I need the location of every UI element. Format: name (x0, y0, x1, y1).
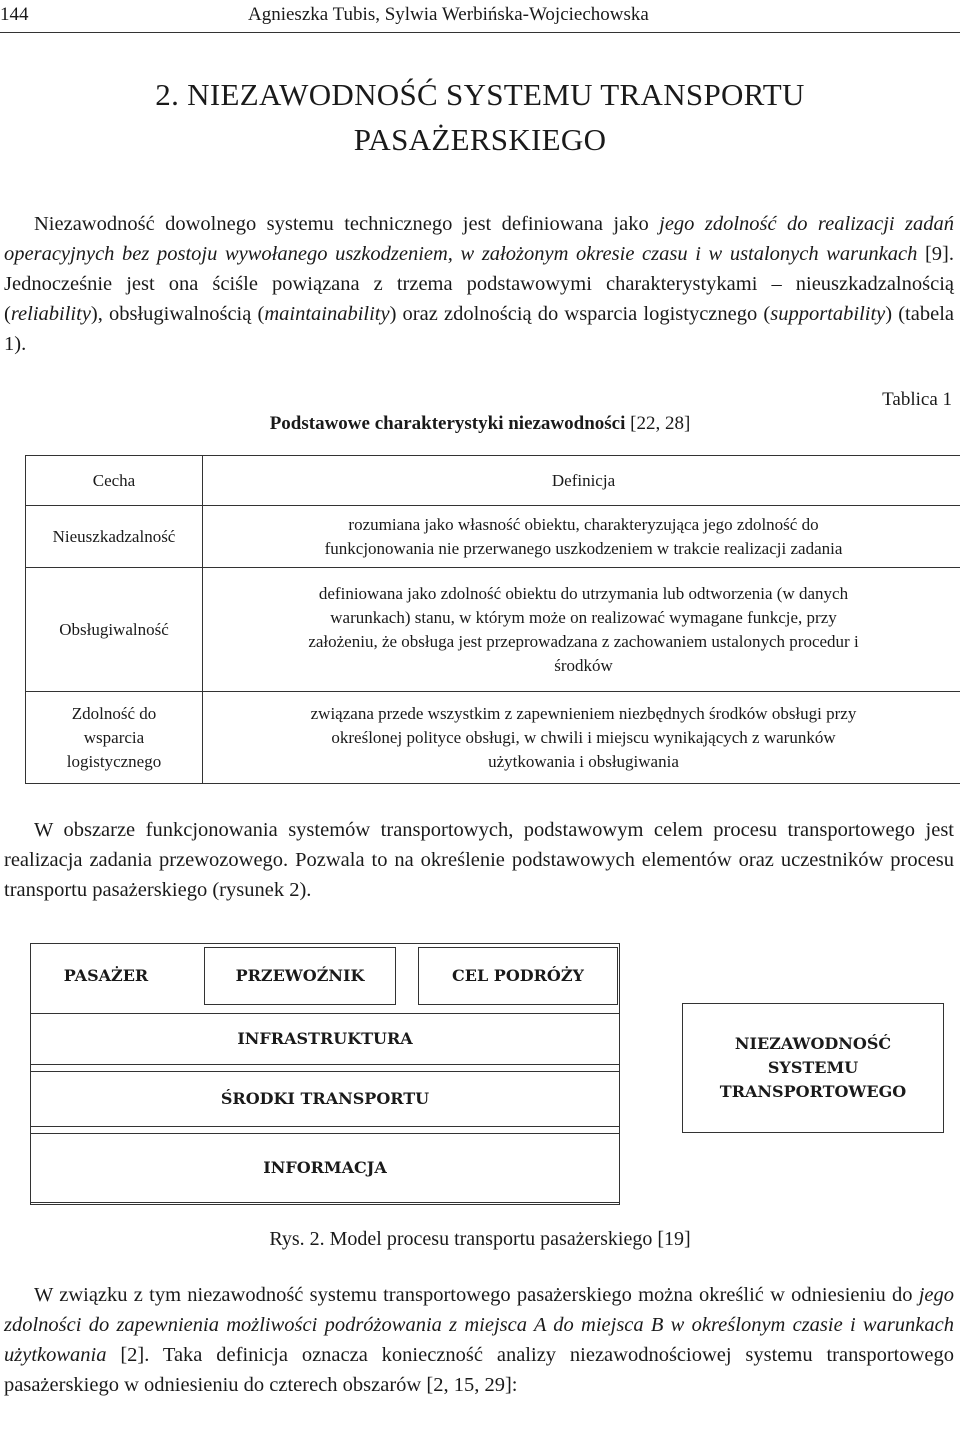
p3-italic-definition: jego zdolności do zapewnienia możliwości podróżowania z miejsca A do miejsca B w określonym czasie i warunkach użytkowania (4, 1284, 954, 1366)
table-title (0, 413, 960, 435)
header-cell: Cecha (26, 456, 203, 506)
table-title-ref: [22, 28] (625, 413, 691, 434)
process-model-figure (30, 943, 950, 1205)
table-header-row (26, 456, 960, 506)
section-title (0, 72, 960, 162)
section-title-line2: PASAŻERSKIEGO (353, 122, 607, 157)
definition-line: definiowana jako zdolność obiektu do utrzymania lub odtworzenia (w danych (318, 583, 849, 603)
p1-text: ) (tabela 1). (4, 303, 954, 355)
page-number: 144 (0, 4, 29, 25)
table-row (26, 506, 960, 568)
running-header (0, 4, 960, 30)
definition-cell (203, 568, 960, 692)
feature-line: wsparcia (83, 727, 145, 747)
header-cell: Definicja (203, 456, 960, 506)
p3-text: W związku z tym niezawodność systemu transportowego pasażerskiego można określić w odniesieniu do (34, 1284, 919, 1306)
paragraph-3 (4, 1280, 954, 1400)
box-infrastruktura: INFRASTRUKTURA (30, 1013, 620, 1065)
p1-italic-term: maintainability (264, 303, 390, 325)
box-informacja: INFORMACJA (30, 1133, 620, 1203)
p3-text: [2]. Taka definicja oznacza konieczność analizy niezawodnościowej systemu transportowego pasażerskiego w odniesieniu do czterech obszarów [2, 15, 29]: (4, 1344, 954, 1396)
box-srodki-transportu: ŚRODKI TRANSPORTU (30, 1071, 620, 1127)
characteristics-table (25, 455, 960, 784)
feature-line: logistycznego (66, 751, 162, 771)
definition-line: użytkowania i obsługiwania (488, 751, 679, 771)
figure-caption: Rys. 2. Model procesu transportu pasażerskiego [19] (269, 1228, 691, 1250)
feature-cell: Nieuszkadzalność (26, 506, 203, 568)
p1-text: ), obsługiwalnością ( (90, 303, 265, 325)
feature-cell: Obsługiwalność (26, 568, 203, 692)
header-rule (0, 32, 960, 33)
p1-text: [9]. Jednocześnie jest ona ściśle powiązana z trzema podstawowymi charakterystykami – nieuszkadzalnością ( (4, 243, 955, 325)
definition-cell (203, 692, 960, 784)
table-label: Tablica 1 (882, 389, 952, 410)
definition-line: rozumiana jako własność obiektu, charakteryzująca jego zdolność do (348, 514, 819, 534)
definition-line: funkcjonowania nie przerwanego uszkodzeniem w trakcie realizacji zadania (324, 538, 843, 558)
system-line: SYSTEMU (767, 1058, 859, 1077)
definition-line: warunkach) stanu, w którym może on realizować wymagane funkcje, przy (330, 607, 837, 627)
definition-line: związana przede wszystkim z zapewnieniem niezbędnych środków obsługi przy (310, 703, 857, 723)
p1-italic-term: reliability (10, 303, 91, 325)
p1-italic-definition: jego zdolność do realizacji zadań operacyjnych bez postoju wywołanego uszkodzeniem, w założonym okresie czasu i w ustalonych warunkach (4, 213, 954, 265)
p1-italic-term: supportability (770, 303, 886, 325)
table-row (26, 692, 960, 784)
system-line: NIEZAWODNOŚĆ (734, 1034, 892, 1053)
paragraph-2 (4, 815, 954, 905)
definition-line: określonej polityce obsługi, w chwili i miejscu wynikających z warunków (331, 727, 836, 747)
box-cel-podrozy: CEL PODRÓŻY (418, 947, 618, 1005)
box-pasazer: PASAŻER (63, 966, 149, 985)
definition-cell (203, 506, 960, 568)
p2-text: W obszarze funkcjonowania systemów transportowych, podstawowym celem procesu transportowego jest realizacja zadania przewozowego. Pozwala to na określenie podstawowych elementów oraz uczestników procesu transportu pasażerskiego (rysunek 2). (4, 819, 954, 901)
section-title-line1: 2. NIEZAWODNOŚĆ SYSTEMU TRANSPORTU (155, 77, 805, 112)
box-przewoznik: PRZEWOŹNIK (204, 947, 396, 1005)
p1-text: Niezawodność dowolnego systemu technicznego jest definiowana jako (34, 213, 660, 235)
box-niezawodnosc-systemu (682, 1003, 944, 1133)
table-title-bold: Podstawowe charakterystyki niezawodności (269, 413, 626, 434)
definition-line: środków (554, 655, 613, 675)
feature-cell (26, 692, 203, 784)
feature-line: Zdolność do (71, 703, 157, 723)
system-line: TRANSPORTOWEGO (719, 1082, 907, 1101)
definition-line: założeniu, że obsługa jest przeprowadzana z zachowaniem ustalonych procedur i (308, 631, 859, 651)
p1-text: ) oraz zdolnością do wsparcia logistycznego ( (389, 303, 771, 325)
paragraph-1 (4, 209, 954, 359)
table-row (26, 568, 960, 692)
authors: Agnieszka Tubis, Sylwia Werbińska-Wojciechowska (248, 4, 649, 25)
